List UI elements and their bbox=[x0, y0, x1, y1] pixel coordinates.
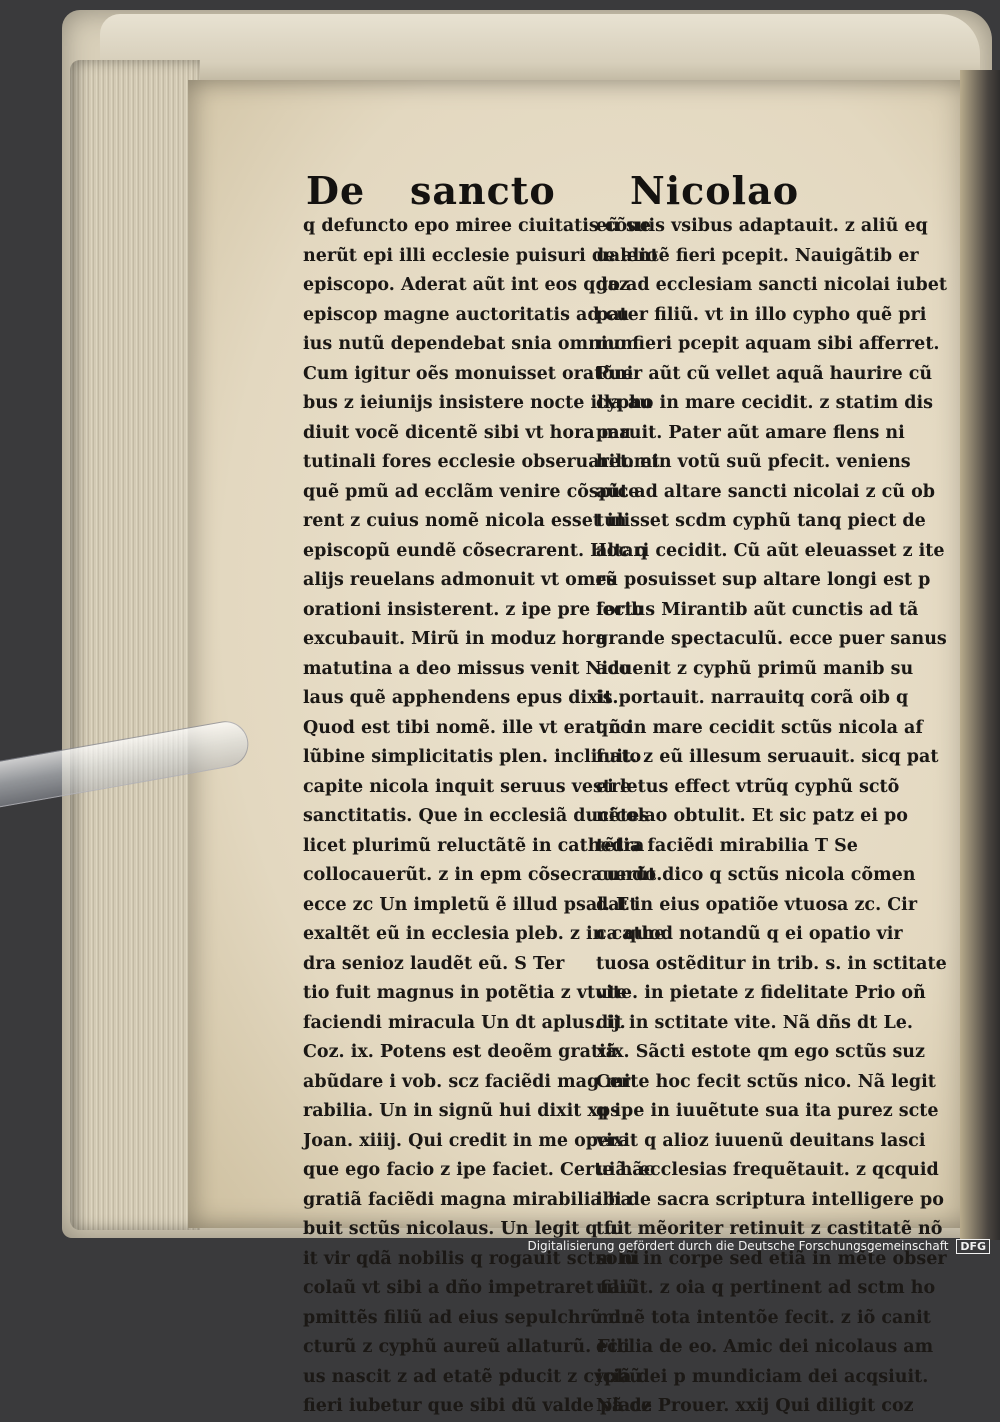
right-column-line: paruit. Pater aũt amare flens ni bbox=[596, 422, 905, 443]
left-column-line: licet plurimũ reluctãtẽ in cathedra bbox=[303, 835, 645, 856]
left-column-line: sanctitatis. Que in ecclesiã ducẽtes bbox=[303, 806, 650, 826]
right-column-line: ibi de sacra scriptura intelligere po bbox=[596, 1189, 944, 1210]
left-column-line: dra senioz laudẽt eũ. S Ter bbox=[303, 953, 565, 974]
glass-pointer-shaft bbox=[0, 718, 252, 809]
right-column-line: aũt ad altare sancti nicolai z cũ ob bbox=[596, 481, 935, 502]
right-column-line: hilomin votũ suũ pfecit. veniens bbox=[596, 452, 911, 472]
right-column-line: is portauit. narrauitq corã oib q bbox=[596, 688, 909, 708]
left-column-line: episcopũ eundẽ cõsecrarent. Hoc q bbox=[303, 540, 648, 561]
right-column-line: cypho in mare cecidit. z statim dis bbox=[596, 393, 933, 413]
dfg-logo: DFG bbox=[956, 1239, 990, 1254]
left-column-line: us nascit z ad etatẽ pducit z cyphũ bbox=[303, 1366, 642, 1387]
left-column-line: capite nicola inquit seruus vestre bbox=[303, 776, 632, 797]
right-column-line: tuosa ostẽditur in trib. s. in sctitate bbox=[596, 953, 947, 974]
right-column-line: tuit mẽoriter retinuit z castitatẽ nõ bbox=[596, 1219, 943, 1239]
left-column-line: episcop magne auctoritatis ad cu bbox=[303, 304, 630, 325]
left-column-line: orationi insisterent. z ipe pre forib bbox=[303, 599, 644, 620]
right-column-line: mo fieri pcepit aquam sibi afferret. bbox=[596, 334, 940, 354]
right-column-line: go ad ecclesiam sancti nicolai iubet bbox=[596, 275, 947, 295]
right-column-line: ei letus effect vtrũq cyphũ sctõ bbox=[596, 776, 900, 797]
right-column-line: qñ in mare cecidit sctũs nicola af bbox=[596, 717, 923, 738]
book-gutter bbox=[960, 70, 1000, 1240]
left-column-line: tutinali fores ecclesie obseruaret. et bbox=[303, 452, 660, 472]
right-column-line: aduenit z cyphũ primũ manib su bbox=[596, 658, 914, 679]
right-column-line: iciã dei p mundiciam dei acqsiuit. bbox=[596, 1366, 929, 1387]
right-column-line: q ipe in iuuẽtute sua ita purez scte bbox=[596, 1101, 939, 1121]
left-column-line: it vir qdã nobilis q rogauit sctm ni bbox=[303, 1248, 640, 1269]
right-column-line: fuit. z eũ illesum seruauit. sicq pat bbox=[596, 747, 939, 767]
left-column-line: fieri iubetur que sibi dũ valde place bbox=[303, 1396, 653, 1416]
right-column-line: Puer aũt cũ vellet aquã haurire cũ bbox=[596, 363, 933, 384]
right-column-line: Certe hoc fecit sctũs nico. Nã legit bbox=[596, 1071, 936, 1092]
right-column-line: nicolao obtulit. Et sic patz ei po bbox=[596, 806, 908, 826]
left-column-line: ecce zc Un impletũ ẽ illud psal. Et bbox=[303, 894, 638, 915]
left-column-line: tio fuit magnus in potẽtia z vtute bbox=[303, 983, 628, 1003]
right-column-line: rũ posuisset sup altare longi est p bbox=[596, 570, 931, 590]
left-column-line: faciendi miracula Un dt aplus. ij. bbox=[303, 1012, 626, 1033]
right-column-line: uiã. ecclesias frequẽtauit. z qcquid bbox=[596, 1160, 939, 1180]
right-column-line: cundo dico q sctũs nicola cõmen bbox=[596, 865, 916, 885]
right-column-line: eũ suis vsibus adaptauit. z aliũ eq bbox=[596, 216, 928, 236]
right-column-line: tulisset scdm cyphũ tanq piect de bbox=[596, 511, 926, 531]
right-column-line: dat in eius opatiõe vtuosa zc. Cir bbox=[596, 894, 918, 915]
left-column-line: Cum igitur oẽs monuisset oratõni bbox=[303, 363, 634, 384]
right-column-line: Nã dz Prouer. xxij Qui diligit coz bbox=[596, 1396, 914, 1416]
left-column-line: gratiã faciẽdi magna mirabilia ha bbox=[303, 1189, 632, 1210]
right-column-line: pater filiũ. vt in illo cypho quẽ pri bbox=[596, 304, 927, 325]
left-column-line: diuit vocẽ dicentẽ sibi vt hora ma bbox=[303, 422, 631, 443]
right-column-line: vixit q alioz iuuenũ deuitans lasci bbox=[596, 1130, 926, 1151]
left-column-line: rabilia. Un in signũ hui dixit xps bbox=[303, 1101, 620, 1121]
right-column-line: uauit. z oia q pertinent ad sctm ho bbox=[596, 1278, 936, 1298]
left-column-line: abũdare i vob. scz faciẽdi mag mi bbox=[303, 1071, 631, 1092]
left-column-line: Coz. ix. Potens est deoẽm gratiã bbox=[303, 1042, 618, 1062]
left-column-line: cturũ z cyphũ aureũ allaturũ. Fili bbox=[303, 1337, 630, 1357]
header-word-nicolao: Nicolao bbox=[630, 168, 800, 213]
right-column-line: grande spectaculũ. ecce puer sanus bbox=[596, 629, 947, 649]
left-column-line: bus z ieiunijs insistere nocte illa au bbox=[303, 393, 652, 413]
right-column-line: ualentẽ fieri pcepit. Nauigãtib er bbox=[596, 245, 919, 266]
right-column-line: minẽ tota intentõe fecit. z iõ canit bbox=[596, 1307, 931, 1328]
digitization-credit bbox=[527, 1239, 990, 1254]
left-column-line: buit sctũs nicolaus. Un legit q fu bbox=[303, 1219, 624, 1239]
right-column-line: solũ in corpe sed etiã in mẽte obser bbox=[596, 1248, 947, 1269]
left-column-line: exaltẽt eũ in ecclesia pleb. z in cathe bbox=[303, 924, 666, 944]
left-column-line: colaũ vt sibi a dño impetraret filiũ bbox=[303, 1278, 639, 1298]
right-column-line: vite. in pietate z fidelitate Prio oñ bbox=[596, 983, 926, 1003]
left-column-line: pmittẽs filiũ ad eius sepulchrũ du bbox=[303, 1307, 634, 1328]
left-column-line: lũbine simplicitatis plen. inclinato bbox=[303, 747, 642, 767]
right-column-line: tẽtia faciẽdi mirabilia T Se bbox=[596, 835, 858, 856]
right-column-line: xix. Sãcti estote qm ego sctũs suz bbox=[596, 1042, 925, 1062]
right-column-line: altari cecidit. Cũ aũt eleuasset z ite bbox=[596, 540, 945, 561]
right-column-line: dit in sctitate vite. Nã dñs dt Le. bbox=[596, 1012, 913, 1033]
left-column-line: excubauit. Mirũ in moduz hora bbox=[303, 629, 607, 649]
credit-text: Digitalisierung gefördert durch die Deutsche Forschungsgemeinschaft bbox=[527, 1239, 949, 1253]
left-column-line: alijs reuelans admonuit vt omes bbox=[303, 570, 617, 590]
left-column-line: collocauerũt. z in epm cõsecrauerũt. bbox=[303, 865, 663, 885]
left-column-line: ius nutũ dependebat snia omnium bbox=[303, 334, 639, 354]
right-column-line: ecclia de eo. Amic dei nicolaus am bbox=[596, 1337, 934, 1357]
left-column-line: laus quẽ apphendens epus dixit. bbox=[303, 688, 619, 708]
left-column-line: quẽ pmũ ad ecclãm venire cõspice bbox=[303, 481, 640, 502]
book-top-edge bbox=[100, 14, 980, 84]
running-header bbox=[300, 168, 800, 218]
left-column-line: q defuncto epo mireе ciuitatis cõue bbox=[303, 216, 652, 236]
page-edges bbox=[70, 60, 200, 1230]
left-column-line: nerũt epi illi ecclesie puisuri de alio bbox=[303, 245, 658, 266]
header-word-sancto: sancto bbox=[410, 168, 556, 213]
left-column-line: Quod est tibi nomẽ. ille vt erat co bbox=[303, 717, 632, 738]
header-word-de: De bbox=[306, 168, 366, 213]
left-column-line: matutina a deo missus venit Nico bbox=[303, 658, 631, 679]
left-column-line: episcopo. Aderat aũt int eos qdaz bbox=[303, 275, 629, 295]
left-column-line: Joan. xiiij. Qui credit in me opera bbox=[303, 1130, 630, 1151]
left-column-line: rent z cuius nomẽ nicola esset in bbox=[303, 511, 627, 531]
left-column-line: que ego facio z ipe faciet. Certe hãc bbox=[303, 1160, 655, 1180]
right-column-line: iectus Mirantib aũt cunctis ad tã bbox=[596, 599, 919, 620]
right-column-line: ca quod notandũ q ei opatio vir bbox=[596, 924, 903, 944]
